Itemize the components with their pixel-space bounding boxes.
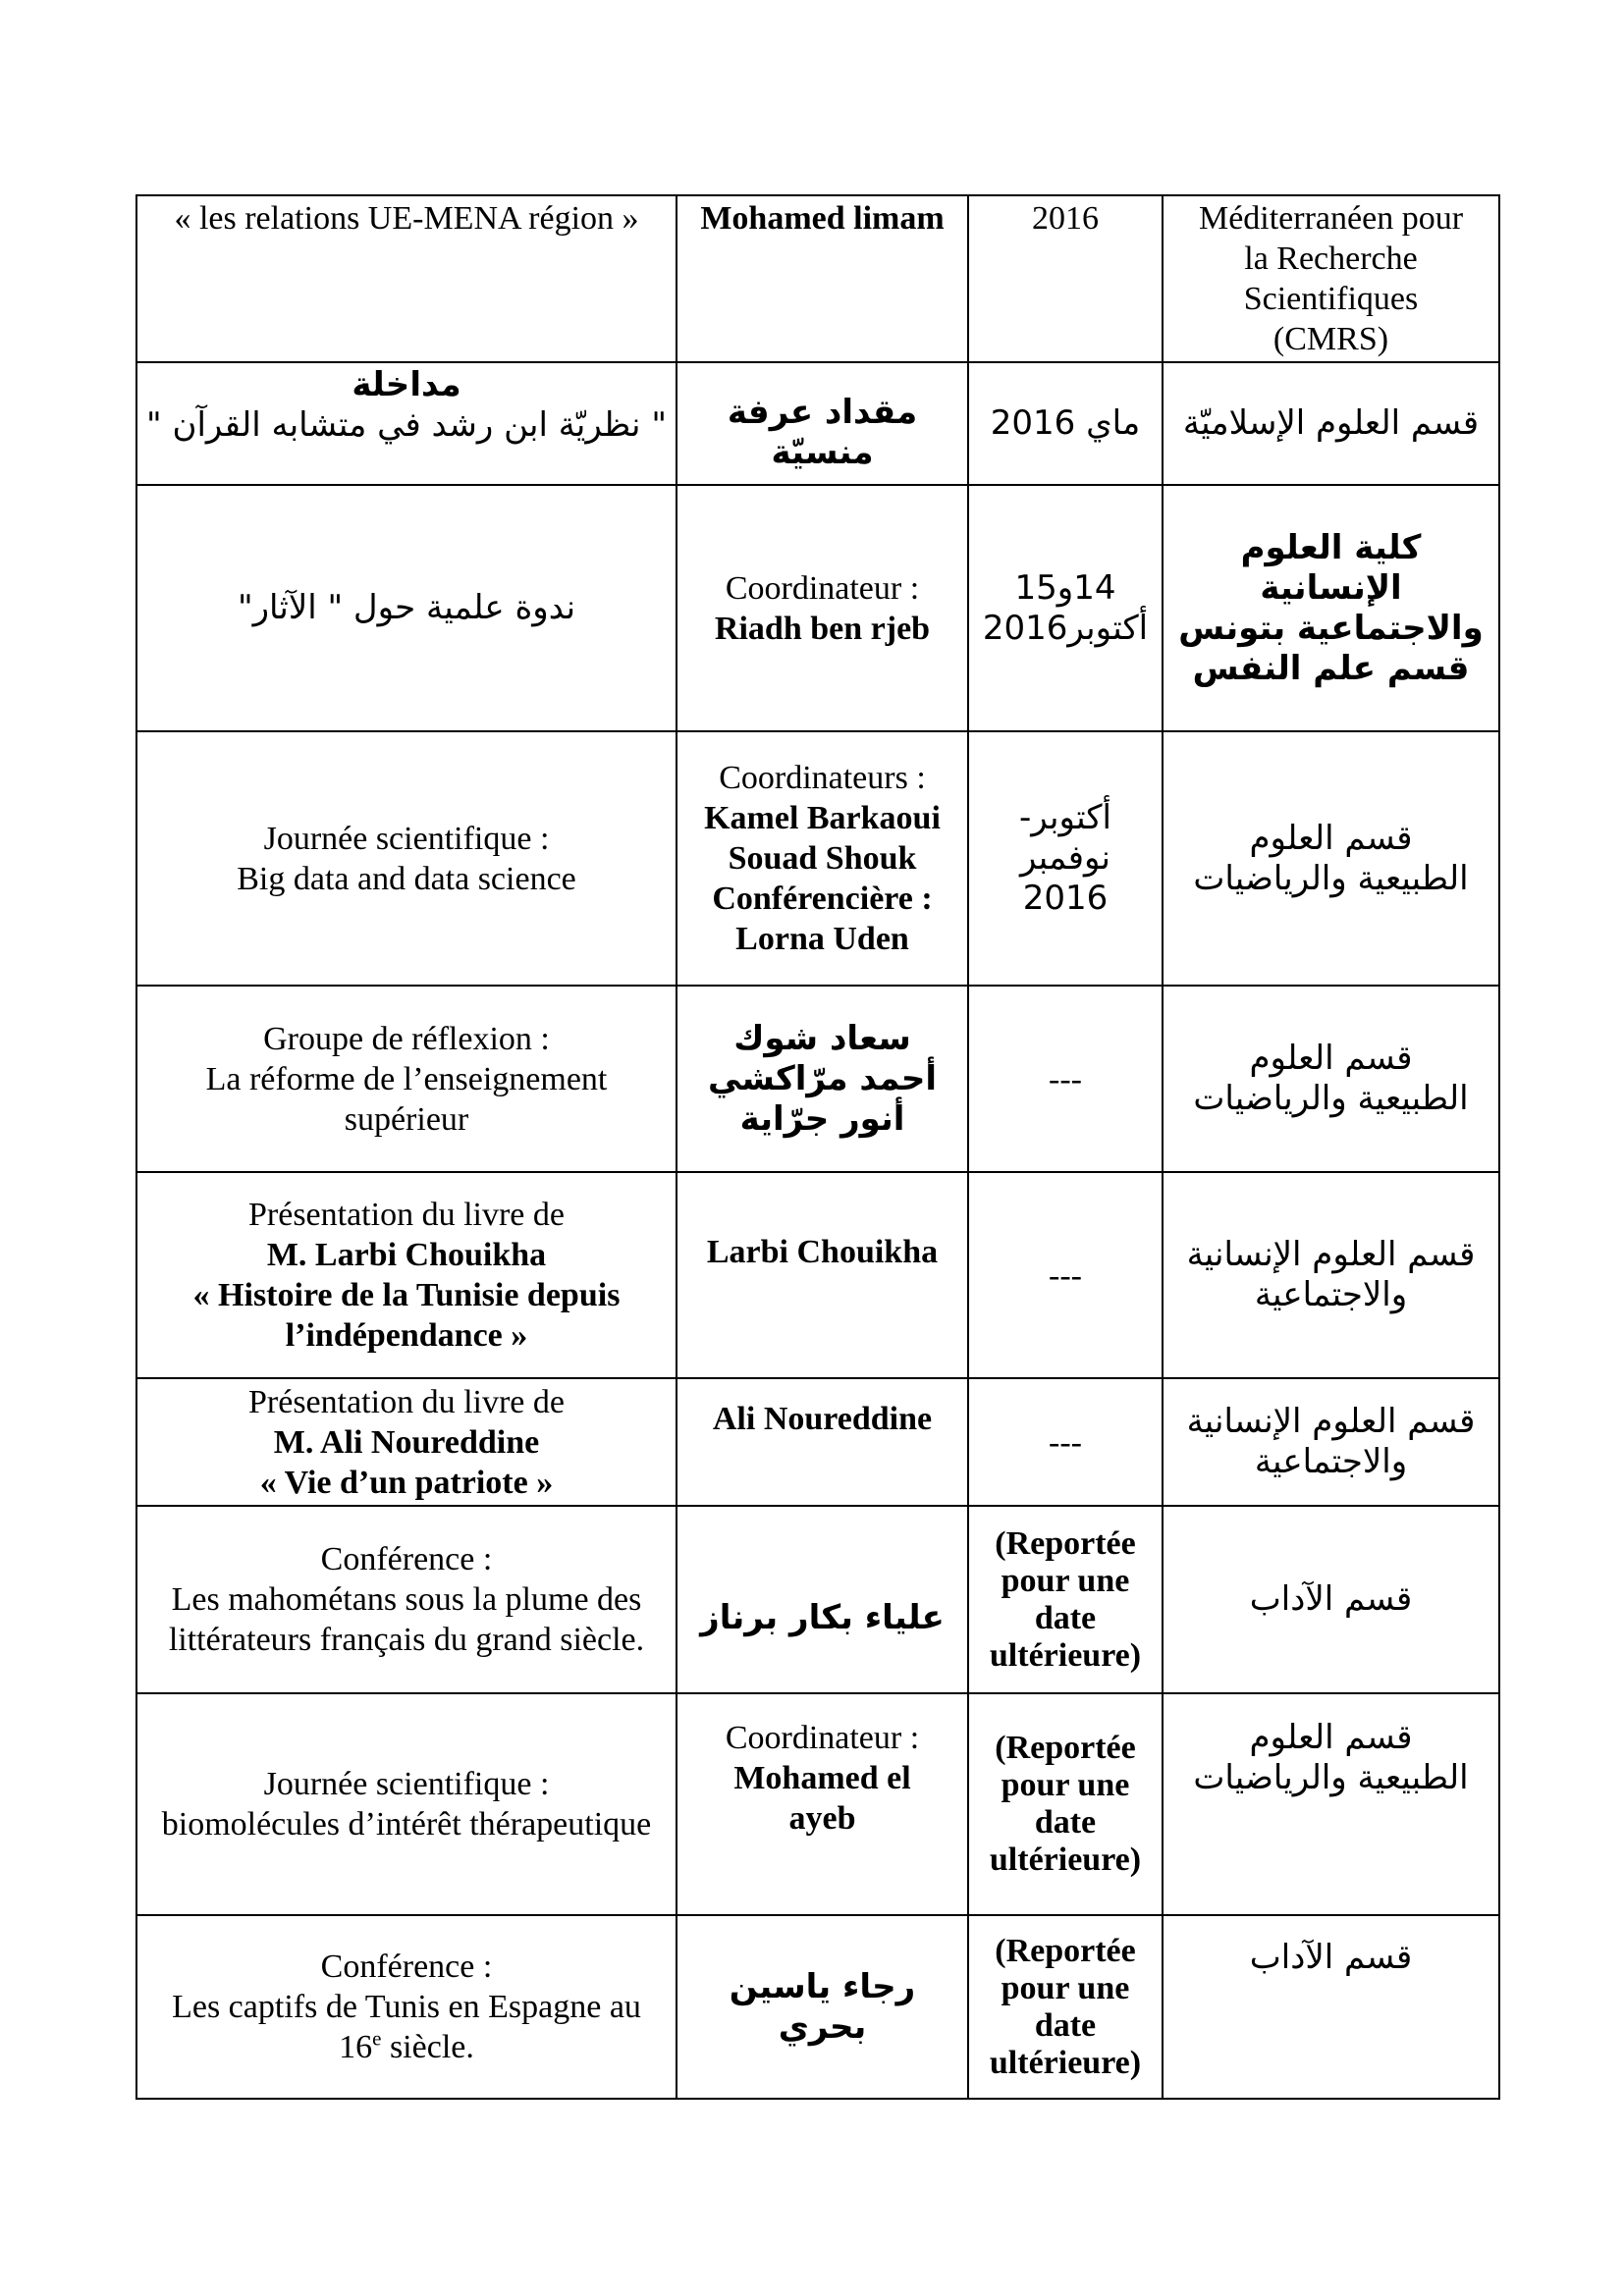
department-cell: قسم العلوم الإنسانية والاجتماعية: [1163, 1172, 1499, 1378]
date-cell: ---: [968, 986, 1163, 1172]
activity-cell: Présentation du livre de M. Larbi Chouikha « Histoire de la Tunisie depuis l’indépendance »: [136, 1172, 677, 1378]
table-row: [136, 195, 1499, 362]
activity-cell: Journée scientifique : biomolécules d’intérêt thérapeutique: [136, 1693, 677, 1915]
people-cell: Coordinateur : Mohamed el ayeb: [677, 1693, 968, 1915]
people-cell: رجاء ياسين بحري: [677, 1915, 968, 2099]
table-row: [136, 485, 1499, 731]
activity-cell: Journée scientifique : Big data and data science: [136, 731, 677, 986]
department-cell: Méditerranéen pour la Recherche Scientifiques (CMRS): [1163, 195, 1499, 362]
table-row: [136, 1915, 1499, 2099]
table-row: [136, 986, 1499, 1172]
activity-cell: « les relations UE-MENA région »: [136, 195, 677, 362]
activity-cell: ندوة علمية حول " الآثار": [136, 485, 677, 731]
people-cell: Ali Noureddine: [677, 1378, 968, 1506]
people-cell: علياء بكار برناز: [677, 1506, 968, 1693]
activity-cell: مداخلة " نظريّة ابن رشد في متشابه القرآن ": [136, 362, 677, 485]
date-cell: 2016: [968, 195, 1163, 362]
date-cell: (Reportée pour une date ultérieure): [968, 1506, 1163, 1693]
activity-cell: Conférence : Les captifs de Tunis en Espagne au 16e siècle.: [136, 1915, 677, 2099]
date-cell: 14و15 أكتوبر2016: [968, 485, 1163, 731]
activity-cell: Groupe de réflexion : La réforme de l’enseignement supérieur: [136, 986, 677, 1172]
activity-cell: Présentation du livre de M. Ali Noureddine « Vie d’un patriote »: [136, 1378, 677, 1506]
people-cell: مقداد عرفة منسيّة: [677, 362, 968, 485]
activity-cell: Conférence : Les mahométans sous la plume des littérateurs français du grand siècle.: [136, 1506, 677, 1693]
date-cell: (Reportée pour une date ultérieure): [968, 1915, 1163, 2099]
people-cell: Larbi Chouikha: [677, 1172, 968, 1378]
department-cell: قسم الآداب: [1163, 1506, 1499, 1693]
date-cell: (Reportée pour une date ultérieure): [968, 1693, 1163, 1915]
department-cell: قسم العلوم الطبيعية والرياضيات: [1163, 986, 1499, 1172]
department-cell: قسم العلوم الإسلاميّة: [1163, 362, 1499, 485]
people-cell: سعاد شوك أحمد مرّاكشي أنور جرّاية: [677, 986, 968, 1172]
table-row: [136, 1378, 1499, 1506]
department-cell: كلية العلوم الإنسانية والاجتماعية بتونس قسم علم النفس: [1163, 485, 1499, 731]
department-cell: قسم العلوم الطبيعية والرياضيات: [1163, 731, 1499, 986]
people-cell: Coordinateur : Riadh ben rjeb: [677, 485, 968, 731]
events-table: [135, 194, 1500, 2100]
department-cell: قسم العلوم الإنسانية والاجتماعية: [1163, 1378, 1499, 1506]
date-cell: ---: [968, 1378, 1163, 1506]
department-cell: قسم الآداب: [1163, 1915, 1499, 2099]
table-row: [136, 1693, 1499, 1915]
table-row: [136, 1172, 1499, 1378]
date-cell: ماي 2016: [968, 362, 1163, 485]
date-cell: ---: [968, 1172, 1163, 1378]
table-row: [136, 362, 1499, 485]
date-cell: أكتوبر- نوفمبر 2016: [968, 731, 1163, 986]
table-row: [136, 1506, 1499, 1693]
people-cell: Mohamed limam: [677, 195, 968, 362]
department-cell: قسم العلوم الطبيعية والرياضيات: [1163, 1693, 1499, 1915]
table-row: [136, 731, 1499, 986]
people-cell: Coordinateurs : Kamel Barkaoui Souad Shouk Conférencière : Lorna Uden: [677, 731, 968, 986]
